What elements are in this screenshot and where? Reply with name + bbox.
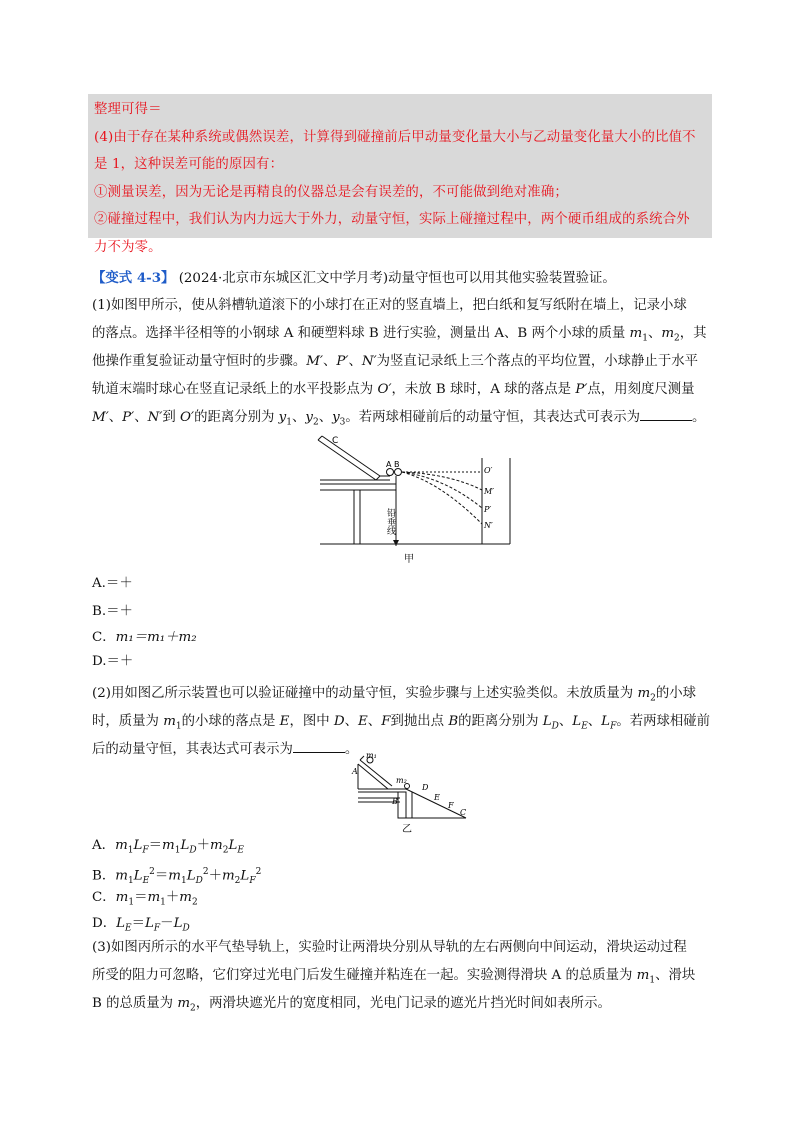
fig2-label-e: E (434, 793, 440, 802)
p2-line-1: (2)用如图乙所示装置也可以验证碰撞中的动量守恒，实验步骤与上述实验类似。未放质量为 $m_2$的小球 (92, 686, 697, 704)
p1-line-5-b: 的距离分别为 (194, 410, 279, 425)
fig2-caption: 乙 (402, 824, 412, 834)
var-m1: m (629, 326, 643, 341)
fig1-label-c: C (332, 436, 339, 446)
problem-source: (2024·北京市东城区汇文中学月考)动量守恒也可以用其他实验装置验证。 (178, 271, 616, 286)
problem-tag: 【变式 4-3】 (92, 270, 175, 286)
answer-blank-2 (293, 738, 345, 753)
option2-a: A．$m_1L_F=m_1L_D+m_2L_E$ (92, 838, 244, 856)
p1-line-2-a: 的落点。选择半径相等的小钢球 A 和硬塑料球 B 进行实验，测量出 A、B 两个小球的质量 (92, 326, 630, 341)
p1-line-3-b: 为竖直记录纸上三个落点的平均位置，小球静止于水平 (376, 354, 698, 369)
answer-line-5: ②碰撞过程中，我们认为内力远大于外力，动量守恒，实际上碰撞过程中，两个硬币组成的系统合外 (94, 212, 690, 228)
p3-line-2-a: 所受的阻力可忽略，它们穿过光电门后发生碰撞并粘连在一起。实验测得滑块 A 的总质量为 (92, 968, 637, 983)
option2-d: D．$L_E=L_F-L_D$ (92, 916, 190, 934)
option2-d-label: D． (92, 916, 117, 931)
p3-line-3-b: ，两滑块遮光片的宽度相同，光电门记录的遮光片挡光时间如表所示。 (195, 996, 611, 1011)
p3-line-3: B 的总质量为 $m_2$，两滑块遮光片的宽度相同，光电门记录的遮光片挡光时间如表所示。 (92, 996, 611, 1014)
fig2-label-f: F (448, 801, 454, 810)
figure-yi (348, 752, 474, 834)
p1-line-5-d: 。 (691, 410, 706, 425)
p1-line-1: (1)如图甲所示，使从斜槽轨道滚下的小球打在正对的竖直墙上，把白纸和复写纸附在墙上，记录小球 (92, 298, 687, 313)
p1-line-5-c: 。若两球相碰前后的动量守恒，其表达式可表示为 (345, 410, 640, 425)
p1-line-4: 轨道末端时球心在竖直记录纸上的水平投影点为 O′，未放 B 球时，A 球的落点是 P′点，用刻度尺测量 (92, 382, 695, 397)
p3-line-2: 所受的阻力可忽略，它们穿过光电门后发生碰撞并粘连在一起。实验测得滑块 A 的总质量为 $m_1$、滑块 (92, 968, 696, 986)
fig1-label-m: M′ (484, 487, 495, 496)
p2-line-2-b: 的小球的落点是 (181, 714, 280, 729)
answer-line-6: 力不为零。 (94, 239, 162, 255)
p3-line-1: (3)如图丙所示的水平气垫导轨上，实验时让两滑块分别从导轨的左右两侧向中间运动，滑块运动过程 (92, 940, 687, 955)
fig1-label-plumb: 铅垂线 (385, 508, 395, 535)
p1-line-5-a: 到 (162, 410, 181, 425)
p2-line-2-d: 到抛出点 (390, 714, 449, 729)
fig2-label-c: C (460, 808, 467, 817)
option1-c-expr: m₁＝m₁＋m₂ (115, 630, 197, 645)
p2-line-2: 时，质量为 $m_1$的小球的落点是 E，图中 D、E、F到抛出点 B的距离分别为 $L_D$、$L_E$、$L_F$。若两球相碰前 (92, 714, 711, 732)
p1-line-4-c: 点，用刻度尺测量 (587, 382, 695, 397)
option2-b: B．$m_1L_E^2=m_1L_D^2+m_2L_F^2$ (92, 867, 262, 887)
option1-c (92, 628, 197, 648)
answer-line-2: (4)由于存在某种系统或偶然误差，计算得到碰撞前后甲动量变化量大小与乙动量变化量大小的比值不 (94, 129, 696, 145)
p2-line-2-a: 时，质量为 (92, 714, 164, 729)
fig1-caption: 甲 (404, 554, 414, 565)
p2-line-3-end: 。 (344, 742, 359, 757)
answer-blank-1 (640, 406, 692, 421)
var-m2: m (661, 326, 675, 341)
option1-c-label: C． (92, 630, 116, 645)
p2-line-3 (92, 736, 358, 764)
fig1-label-p: P′ (484, 505, 492, 514)
p1-line-4-b: ，未放 B 球时，A 球的落点是 (391, 382, 576, 397)
fig2-label-m1: m₁ (366, 752, 377, 760)
answer-line-3: 是 1，这种误差可能的原因有： (94, 157, 284, 173)
p2-line-3-text: 后的动量守恒，其表达式可表示为 (92, 742, 293, 757)
p1-line-2: 的落点。选择半径相等的小钢球 A 和硬塑料球 B 进行实验，测量出 A、B 两个小球的质量 $m_1$、$m_2$，其 (92, 326, 707, 344)
figure-jia (310, 428, 520, 566)
option1-d: D.＝＋ (92, 654, 134, 669)
fig1-label-o: O′ (484, 466, 493, 475)
p3-line-2-b: 、滑块 (655, 968, 696, 983)
option2-c: C．$m_1=m_1+m_2$ (92, 890, 198, 908)
p2-line-1-a: (2)用如图乙所示装置也可以验证碰撞中的动量守恒，实验步骤与上述实验类似。未放质量为 (92, 686, 638, 701)
problem-header (92, 264, 616, 293)
answer-line-4: ①测量误差，因为无论是再精良的仪器总是会有误差的，不可能做到绝对准确； (94, 184, 568, 200)
p1-line-5: M′、P′、N′到 O′的距离分别为 $y_1$、$y_2$、$y_3$。若两球相碰前后的动量守恒，其表达式可表示为 。 (92, 404, 705, 437)
answer-line-1: 整理可得＝ (94, 102, 162, 117)
p1-line-3: 他操作重复验证动量守恒时的步骤。M′、P′、N′为竖直记录纸上三个落点的平均位置，小球静止于水平 (92, 354, 698, 369)
option1-a: A.＝＋ (92, 576, 133, 591)
p1-line-3-a: 他操作重复验证动量守恒时的步骤。 (92, 354, 307, 369)
answer-box (88, 94, 712, 255)
fig2-label-m2: m₂ (396, 776, 407, 785)
p2-line-1-b: 的小球 (655, 686, 697, 701)
p3-line-3-a: B 的总质量为 (92, 996, 178, 1011)
p1-line-4-a: 轨道末端时球心在竖直记录纸上的水平投影点为 (92, 382, 378, 397)
option2-b-label: B． (92, 868, 116, 884)
option2-c-label: C． (92, 890, 116, 905)
p2-line-2-e: 的距离分别为 (458, 714, 543, 729)
p2-line-2-f: 。若两球相碰前 (616, 714, 711, 729)
p1-line-2-b: ，其 (679, 326, 707, 341)
fig2-label-a: A (352, 767, 358, 776)
fig1-label-ab: A B (386, 460, 400, 469)
option2-a-label: A． (92, 838, 116, 853)
p2-line-2-c: ，图中 (289, 714, 334, 729)
fig2-label-b: B (392, 797, 398, 806)
fig1-label-n: N′ (484, 521, 493, 530)
fig2-label-d: D (422, 783, 429, 792)
option1-b: B.＝＋ (92, 604, 133, 619)
